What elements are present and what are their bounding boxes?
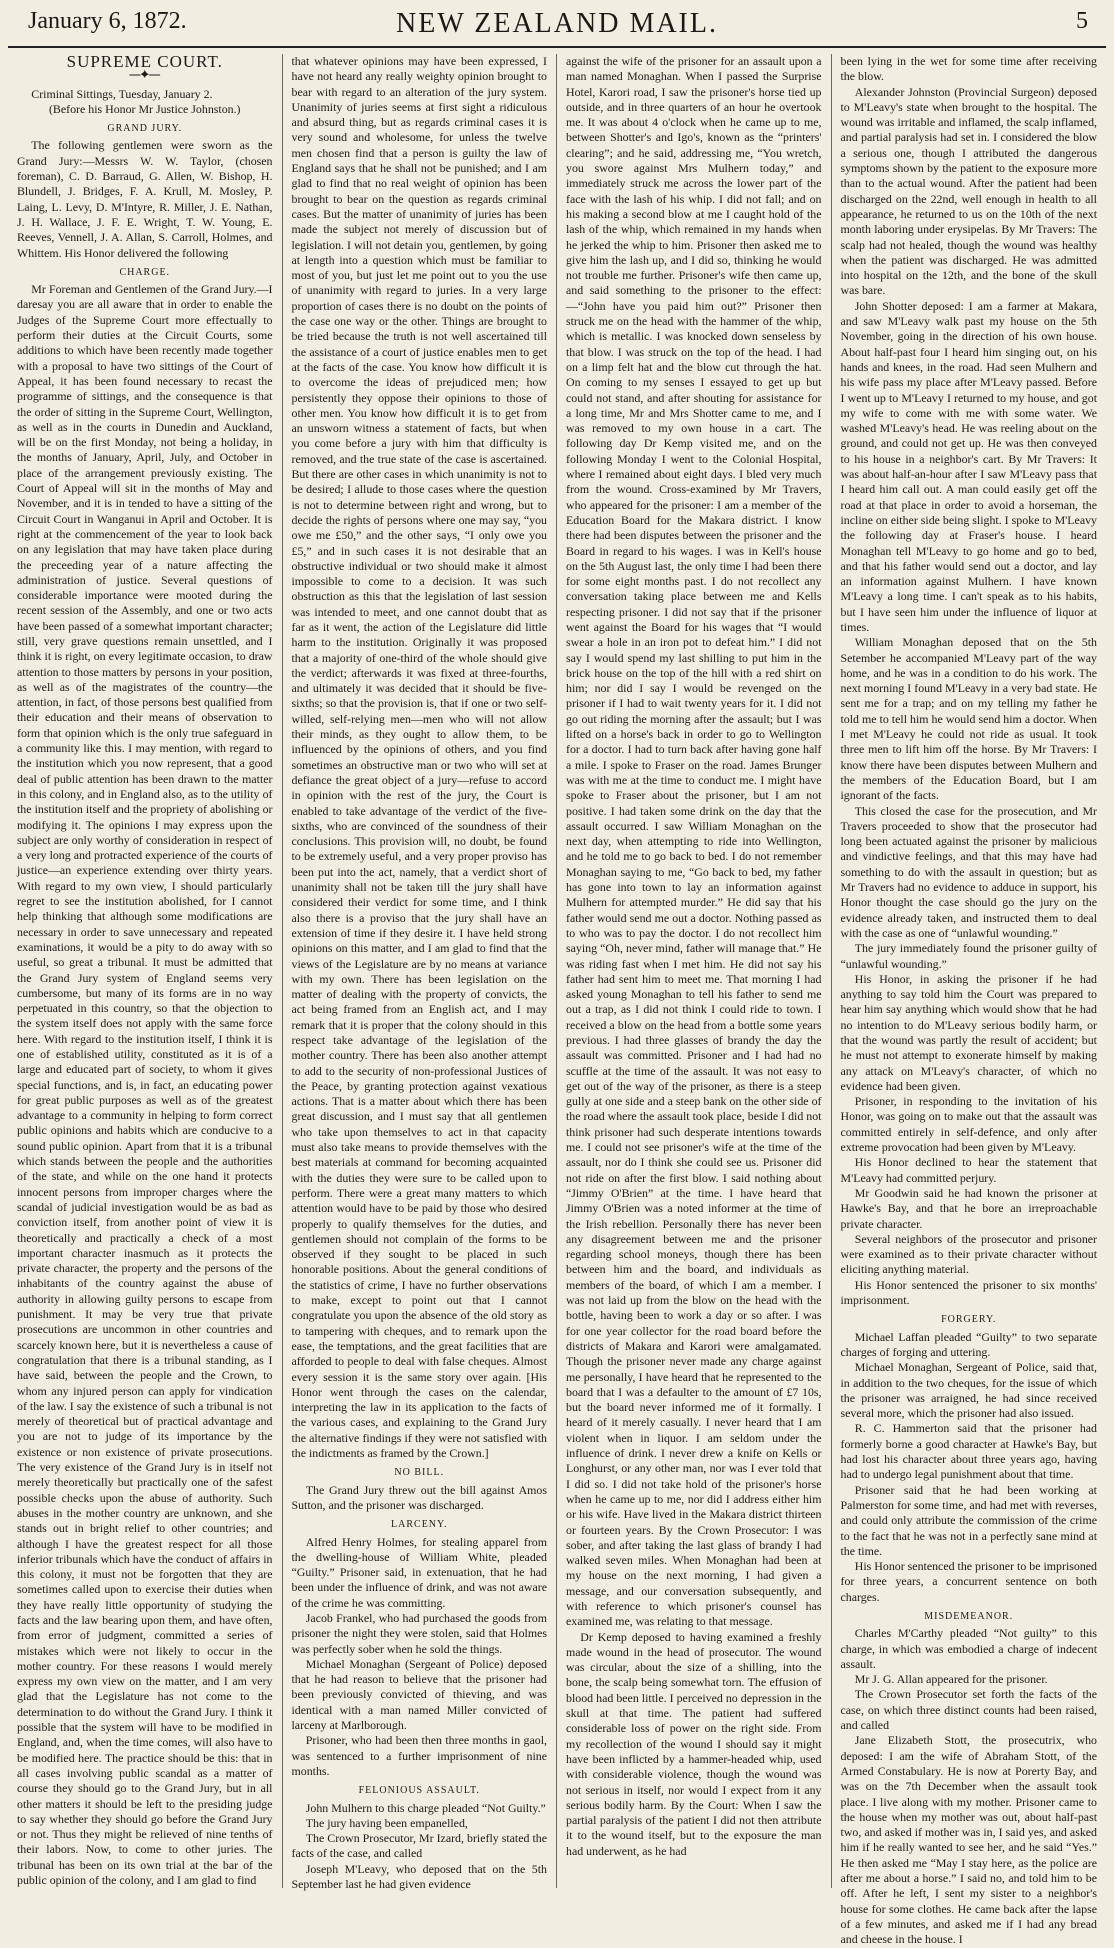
paragraph: Several neighbors of the prosecutor and prisoner were examined as to their private character without eliciting anything material.: [840, 1231, 1097, 1277]
issue-date: January 6, 1872.: [28, 8, 187, 34]
paragraph: been lying in the wet for some time after receiving the blow.: [840, 54, 1097, 84]
paragraph: William Monaghan deposed that on the 5th Setember he accompanied M'Leavy part of the way home, and he was in a condition to do his work. The next morning I found M'Leavy in a very bad state. He sent me for a trap; and on my telling my father he told me to tell him he would send him a doctor. When I met M'Leavy he could not ride as usual. It took three men to lift him off the horse. By Mr Travers: I know there have been disputes between Mulhern and the members of the Education Board, but I am ignorant of the facts.: [840, 635, 1097, 803]
paragraph: that whatever opinions may have been expressed, I have not heard any really weighty opinion brought to bear with regard to an alteration of the jury system. Unanimity of juries seems at first sight a ridiculous and absurd thing, but as regards criminal cases it is very sound and wholesome, for unless the twelve men chosen find that a person is guilty the law of England says that he shall not be punished; and I am glad to find that no real weight of opinion has been brought to bear on the question as regards criminal cases. But the matter of unanimity of juries has been made the subject not merely of discussion but of legislation. I will not detain you, gentlemen, by going at length into a question which must be familiar to most of you, but just let me point out to you the use of unanimity with regard to juries. In a very large proportion of cases there is no doubt on the points of the case one way or the other. Things are brought to be tried because the truth is not well ascertained till the assistance of a court of justice enables men to get at the facts of the case. You know how difficult it is to overcome the ideas of prejudiced men; how persistently they oppose their opinions to those of other men. You know how difficult it is to get from an unsworn witness a statement of facts, but when you come before a jury with him that difficulty is removed, and the true state of the case is ascertained. But there are other cases in which unanimity is not to be desired; I allude to those cases where the question is not to determine between right and wrong, but to decide the rights of persons where one may say, “you owe me £50,” and the other says, “I only owe you £5,” and in such cases it is not desirable that an obstructive individual or two should make it almost impossible to come to a decision. It was such obstruction as this that the legislation of last session was intended to meet, and one cannot doubt that as far as it went, the action of the Legislature did little harm to the institution. Originally it was proposed that a majority of one-third of the whole should give the verdict; afterwards it was fixed at three-fourths, and ultimately it was decided that it should be five-sixths; so that the provision is, that if one or two self-willed, self-relying men—men who will not allow their minds, as they ought to allow them, to be influenced by the opinions of others, and you find sometimes an obstructive man or two who will set at defiance the great object of a jury—refuse to accord in opinion with the rest of the jury, the Court is enabled to take advantage of the verdict of the five-sixths, who are convinced of the soundness of their conclusions. This provision will, no doubt, be found to be extremely useful, and a very proper proviso has been put into the act, namely, that a verdict short of unanimity shall not be taken till the jury shall have considered their verdict for some time, and I think also there is a proviso that the jury shall have an extension of time if they desire it. I have held strong opinions on this matter, and I am glad to find that the views of the Legislature are by no means at variance with my own. There has been legislation on the matter of dealing with the property of convicts, the act being framed from an English act, and I may remark that it is proper that the colony should in this respect take advantage of the legislation of the mother country. There has been also another attempt to add to the security of non-professional Justices of the Peace, by granting protection against vexatious actions. That is a matter about which there has been great discussion, and I must say that all gentlemen who take upon themselves to act in that capacity must also take means to provide themselves with the best materials at command for becoming acquainted with the duties they were sure to be called upon to perform. There were a great many matters to which attention would have to be paid by those who desired properly to qualify themselves for the duties, and gentlemen should not complain of the forms to be observed if they sought to be placed in such honorable positions. About the general conditions of the statistics of crime, I have no further observations to make, except to point out that I cannot congratulate you upon the absence of the old story as to tampering with cheques, and to remark upon the ease, the temptations, and the great facilities that are afforded to people to deal with false cheques. Almost every session it is the same story over again. [His Honor went through the cases on the calendar, interpreting the law in its application to the facts of the various cases, and explaining to the Grand Jury the alternative findings if they were not satisfied with the indictments as framed by the Crown.]: [291, 54, 547, 1461]
paragraph: Mr Goodwin said he had known the prisoner at Hawke's Bay, and that he bore an irreproachable private character.: [840, 1185, 1097, 1231]
paragraph: Prisoner, in responding to the invitation of his Honor, was going on to make out that the assault was committed entirely in self-defence, and only after extreme provocation had been given by M'Leavy.: [840, 1094, 1097, 1155]
paragraph: Alfred Henry Holmes, for stealing apparel from the dwelling-house of William White, pleaded “Guilty.” Prisoner said, in extenuation, that he had been under the influence of drink, and was not aware of the crime he was committing.: [291, 1534, 547, 1610]
paragraph: Michael Monaghan, Sergeant of Police, said that, in addition to the two cheques, for the issue of which the prisoner was arraigned, he had since received several more, which the prisoner had also issued.: [840, 1360, 1097, 1421]
paragraph: against the wife of the prisoner for an assault upon a man named Monaghan. When I passed the Surprise Hotel, Karori road, I saw the prisoner's horse tied up outside, and in three quarters of an hour he overtook me. It was about 4 o'clock when he came up to me, between Shotter's and Igo's, known as the “printers' clearing”; and he said, addressing me, “You wretch, you swore against Mrs Mulhern today,” and immediately struck me across the lower part of the face with the lash of his whip. I did not fall; and on his making a second blow at me I caught hold of the lash of the whip, which remained in my hands when he jerked the whip to him. Prisoner then asked me to give him the lash up, and I did so, thinking he would not trouble me further. Prisoner's wife then came up, and said something to the prisoner to the effect:—“John have you paid him out?” Prisoner then struck me on the head with the hammer of the whip, which is metallic. I was knocked down senseless by that blow. I was struck on the top of the head. I had on a limp felt hat and the blow cut through the hat. On coming to my senses I essayed to get up but could not stand, and after shouting for assistance for a long time, Mr and Mrs Shotter came to me, and I was removed to my own house in a cart. The following day Dr Kemp visited me, and on the following Monday I went to the Colonial Hospital, where I remained about eight days. I bled very much from the wound. Cross-examined by Mr Travers, who appeared for the prisoner: I am a member of the Education Board for the Makara district. I know there had been disputes between the prisoner and the Board in regard to his wages. I was in Kell's house on the 5th August last, the only time I had been there for some eight months past. I do not recollect any conversation taking place between me and Kells respecting prisoner. I did not say that if the prisoner went against the Board for his wages that “I would swear a hole in an iron pot to defeat him.” I did not say I would spend my last shilling to put him in the brick house on the top of the hill with a red shirt on him; nor did I say I would be revenged on the prisoner if I had to wait twenty years for it. I did not go out riding the morning after the assault; but I was lifted on a horse's back in order to go to Wellington for a doctor. I had to turn back after having gone half a mile. I spoke to Fraser on the road. James Brunger was with me at the time to conduct me. I might have spoke to Fraser about the prisoner, but I am not positive. I had taken some drink on the day that the assault occurred. I saw William Monaghan on the next day, when attempting to ride into Wellington, and he told me to go back to bed. I do not remember Monaghan saying to me, “Go back to bed, my father has gone into town to lay an information against Mulhern for attempted murder.” He did say that his father would send me out a doctor. Nothing passed as to who was to pay the doctor. I do not recollect him saying “Oh, never mind, father will manage that.” He was riding fast when I met him. He did not say his father had sent him to meet me. That morning I had asked young Monaghan to tell his father to send me out a trap, as I did not think I could ride to town. I received a blow on the head from a bottle some years previous. I had three glasses of brandy the day the assault was committed. Prisoner and I had had no scuffle at the time of the assault. It was not easy to get out of the way of the prisoner, as there is a steep gully at one side and a steep bank on the other side of the road where the assault took place, beside I did not think prisoner had such desperate intentions towards me. I could not see prisoner's wife at the time of the assault, nor do I think she could see us. Prisoner did not ride on after the first blow. I said nothing about “Jimmy O'Brien” at the time. I have heard that Jimmy O'Brien was a noted informer at the time of the Irish rebellion. Personally there has never been any disagreement between me and the prisoner regarding school moneys, though there has been between him and the board, and individuals as members of the board, of which I am a member. I was not laid up from the blow on the head with the bottle, having been to work a day or so after. I was for one year collector for the road board before the districts of Makara and Karori were amalgamated. Though the prisoner never made any charge against me personally, I have heard that he represented to the board that I was a defaulter to the amount of £7 10s, but the board never informed me of it formally. I heard of it merely casually. I never heard that I am violent when in liquor. I am seldom under the influence of drink. I never drew a knife on Kells or Longhurst, or any other man, nor was I ever told that I did so. I did not take hold of the prisoner's horse when he came up to me, nor did I address either him or his wife. Have lived in the Makara district thirteen or fourteen years. By the Crown Prosecutor: I was sober, and after taking the last glass of brandy I had walked seven miles. When Monaghan had been at my house on the next morning, I had given a message, and our conversation subsequently, and with reference to which prisoner's counsel has examined me, was relating to that message.: [566, 54, 822, 1629]
sittings-line: Criminal Sittings, Tuesday, January 2.: [31, 86, 213, 101]
paragraph: Charles M'Carthy pleaded “Not guilty” to this charge, in which was embodied a charge of indecent assault.: [840, 1626, 1097, 1671]
paragraph: Jane Elizabeth Stott, the prosecutrix, who deposed: I am the wife of Abraham Stott, of the Armed Constabulary. He is now at Porerty Bay, and was on the 7th December when the assault took place. I live along with my mother. Prisoner came to the house when my mother was out, about half-past two, and asked if mother was in, I said yes, and asked him if he really wanted to see her, and he said “Yes.” He then asked me “May I stay here, as the police are after me about a horse.” I said no, and told him to be off. After he left, I sent my sister to a neighbor's house for some clothes. He came back after the lapse of a few minutes, and asked me if I had any bread and cheese in the house. I: [840, 1733, 1097, 1947]
subhead-forgery: FORGERY.: [941, 1314, 997, 1326]
article-columns: [8, 52, 1106, 1947]
page-number: 5: [1076, 8, 1088, 34]
masthead: [10, 6, 1104, 46]
paragraph: Michael Monaghan (Sergeant of Police) deposed that he had reason to believe that the prisoner had been previously convicted of thieving, and was identical with a man named Miller convicted of larceny at Marlborough.: [291, 1656, 547, 1733]
subhead-misdemeanor: MISDEMEANOR.: [924, 1610, 1014, 1622]
column-1: [8, 54, 283, 1888]
paragraph: The Crown Prosecutor set forth the facts of the case, on which three distinct counts had been raised, and called: [840, 1687, 1097, 1733]
paragraph: His Honor, in asking the prisoner if he had anything to say told him the Court was prepared to hear him say anything which would show that he had no intention to do M'Leavy serious bodily harm, or that the wound was partly the result of accident; but he must not attempt to exonerate himself by making any attack on M'Leavy's character, of which no evidence had been given.: [840, 971, 1097, 1093]
paragraph: Jacob Frankel, who had purchased the goods from prisoner the night they were stolen, said that Holmes was perfectly sober when he sold the things.: [291, 1610, 547, 1656]
paragraph: His Honor sentenced the prisoner to six months' imprisonment.: [840, 1277, 1097, 1308]
paragraph: Prisoner said that he had been working at Palmerston for some time, and had met with reverses, and could only attribute the commission of the crime to the fact that he was not in a perfectly sane mind at the time.: [840, 1482, 1097, 1558]
column-3: [557, 54, 832, 1888]
paragraph: The Grand Jury threw out the bill against Amos Sutton, and the prisoner was discharged.: [291, 1482, 547, 1512]
ornament-divider: ⎯⎯✦⎯⎯: [129, 69, 161, 82]
paragraph: His Honor sentenced the prisoner to be imprisoned for three years, a concurrent sentence on both charges.: [840, 1559, 1097, 1604]
paragraph: The following gentlemen were sworn as the Grand Jury:—Messrs W. W. Taylor, (chosen foreman), C. D. Barraud, G. Allen, W. Bishop, H. Blundell, J. Bridges, F. A. Krull, M. Mosley, P. Laing, L. Levy, D. M'Intyre, R. Miller, J. E. Nathan, J. H. Wallace, J. F. E. Wright, T. W. Young, E. Reeves, Vennell, J. A. Allan, S. Carroll, Holmes, and Whittem. His Honor delivered the following: [17, 138, 273, 260]
paragraph: John Mulhern to this charge pleaded “Not Guilty.”: [305, 1800, 546, 1815]
section-title: SUPREME COURT.: [66, 52, 223, 71]
subhead-no-bill: NO BILL.: [394, 1467, 445, 1479]
newspaper-title: NEW ZEALAND MAIL.: [396, 8, 718, 39]
paragraph: His Honor declined to hear the statement that M'Leavy had committed perjury.: [840, 1155, 1097, 1185]
paragraph: The jury immediately found the prisoner guilty of “unlawful wounding.”: [840, 941, 1097, 971]
paragraph: Alexander Johnston (Provincial Surgeon) deposed to M'Leavy's state when brought to the hospital. The wound was irritable and inflamed, the scalp inflamed, and partial paralysis had set in. I considered the blow a serious one, though I attributed the dangerous symptoms shown by the patient to the exposure more than to the actual wound. After the patient had been discharged on the 22nd, well enough in health to all appearance, he returned to us on the 10th of the next month laboring under erysipelas. By Mr Travers: The scalp had not healed, though the wound was healthy when the patient was discharged. He was admitted into hospital on the 12th, and the bone of the skull was bare.: [840, 84, 1097, 298]
paragraph: This closed the case for the prosecution, and Mr Travers proceeded to show that the prosecutor had long been actuated against the prisoner by malicious and vindictive feelings, and that this may have had something to do with the assault in question; but as Mr Travers had no evidence to adduce in support, his Honor thought the case should go the jury on the evidence already taken, and instructed them to deal with the case as one of “unlawful wounding.”: [840, 803, 1097, 940]
paragraph: Prisoner, who had been then three months in gaol, was sentenced to a further imprisonment of nine months.: [291, 1733, 547, 1778]
paragraph: The Crown Prosecutor, Mr Izard, briefly stated the facts of the case, and called: [291, 1831, 547, 1861]
paragraph: John Shotter deposed: I am a farmer at Makara, and saw M'Leavy walk past my house on the 5th November, going in the direction of his own house. About half-past four I heard him singing out, on his hands and knees, in the road. Had seen Mulhern and his wife pass my place after M'Leavy passed. Before I went up to M'Leavy I returned to my house, and got my wife to come with me with some water. We washed M'Leavy's head. He was reeling about on the ground, and could not get up. He was then conveyed to his house in a neighbor's cart. By Mr Travers: It was about half-an-hour after I saw M'Leavy pass that I heard him call out. A man could easily get off the road at that place in order to avoid a horseman, the incline on either side being slight. I spoke to M'Leavy the following day at Fraser's house. I heard Monaghan tell M'Leavy to go home and go to bed, and that his father would send out a doctor, and lay an information against Mulhern. I have known M'Leavy a long time. I can't speak as to his habits, but I have seen him under the influence of liquor at times.: [840, 298, 1097, 634]
paragraph: Dr Kemp deposed to having examined a freshly made wound in the head of prosecutor. The wound was circular, about the size of a shilling, into the bone, the scalp being somewhat torn. The effusion of blood had been little. I perceived no depression in the skull at that time. The patient had suffered considerable loss of power on the right side. From my recollection of the wound I should say it might have been inflicted by a hammer-headed whip, used with considerable violence, though the wound was not serious in itself, nor would I expect from it any serious bodily harm. By the Court: When I saw the partial paralysis of the patient I did not then attribute it to the wound itself, but to the exposure the man had underwent, as he had: [566, 1629, 822, 1858]
column-2: [283, 54, 558, 1892]
subhead-grand-jury: GRAND JURY.: [107, 123, 183, 135]
paragraph: Mr J. G. Allan appeared for the prisoner.: [854, 1672, 1048, 1687]
paragraph: Michael Laffan pleaded “Guilty” to two separate charges of forging and uttering.: [840, 1329, 1097, 1359]
column-4: [832, 54, 1107, 1947]
judge-line: (Before his Honor Mr Justice Johnston.): [48, 101, 241, 116]
subhead-charge: CHARGE.: [119, 266, 171, 278]
paragraph: Joseph M'Leavy, who deposed that on the 5th September last he had given evidence: [291, 1861, 547, 1892]
masthead-rule: [8, 46, 1106, 48]
subhead-larceny: LARCENY.: [391, 1519, 448, 1531]
paragraph: R. C. Hammerton said that the prisoner had formerly borne a good character at Hawke's Bay, but had lost his character about three years ago, having had to undergo legal punishment about that time.: [840, 1421, 1097, 1482]
subhead-felonious-assault: FELONIOUS ASSAULT.: [358, 1785, 480, 1797]
paragraph: The jury having been empanelled,: [305, 1815, 468, 1830]
paragraph: Mr Foreman and Gentlemen of the Grand Jury.—I daresay you are all aware that in order to enable the Judges of the Supreme Court more effectually to perform their duties at the Circuit Courts, some additions to which have been recently made together with a proposal to have two sittings of the Court of Appeal, it has been found necessary to recast the programme of sittings, and the consequence is that the order of sitting in the Supreme Court, Wellington, as well as in the courts in Dunedin and Auckland, will be on the first Monday, not being a holiday, in the months of January, April, July, and October in place of the arrangement previously existing. The Court of Appeal will sit in the months of May and November, and it is in tended to have a sitting of the Circuit Court in Wanganui in April and October. It is right at the commencement of the year to look back on any legislation that may have taken place during the preceeding year of a nature affecting the administration of justice. Several questions of considerable importance were mooted during the recent session of the Assembly, and one or two acts have been passed of a somewhat important character; still, very grave questions remain unsettled, and I think it is right, on every legitimate occasion, to draw attention to those matters by persons in your position, as well as of the magistrates of the country—the attention, in fact, of those persons best qualified from their education and their means of observation to form that opinion which is the only true safeguard in a community like this. I may mention, with regard to the institution which you now represent, that a good deal of public attention has been drawn to the matter in this colony, and in England also, as to the utility of the institution itself and the propriety of abolishing or modifying it. The opinions I may express upon the subject are only worthy of consideration in respect of a very long and protracted experience of the courts of justice—an experience extending over thirty years. With regard to my own view, I should particularly regret to see the institution abolished, for I cannot help thinking that although some modifications are necessary in order to save unnecessary and repeated examinations, it would be a pity to do away with so useful, so great a tribunal. It must be admitted that the Grand Jury system of England seems very cumbersome, but many of its forms are in no way perpetuated in this country, so that the objection to the system itself does not apply with the same force here. With regard to the institution itself, I think it is one of established utility, constituted as it is of a large and educated part of society, to whom it gives special functions, and is, in fact, an educating power for great public purposes as well as of the greatest advantage to a community in helping to form correct public opinions and habits which are conducive to a sound public opinion. Apart from that it is a tribunal which stands between the people and the authorities of the state, and while on the one hand it protects innocent persons from improper charges where the scandal of judicial investigation would be as bad as conviction itself, from another point of view it is theoretically and practically a check of a most important character inasmuch as it protects the private character, the property and the persons of the inhabitants of the country against the abuse of authority in allowing guilty persons to escape from punishment. It may be very true that private prosecutions are uncommon in other countries and scarcely known here, but it is nevertheless a cause of congratulation that there is a tribunal standing, as I have said, between the people and the Crown, to whom any injured person can apply for vindication of the law. I say the existence of such a tribunal is not merely of theoretical but of practical advantage and you are not to judge of its importance by the existence or non existence of private prosecutions. The very existence of the Grand Jury is in itself not merely theoretically but practically one of the safest possible checks upon the abuse of authority. Such abuses in the mother country are unknown, and she stands out in bright relief to other countries; and although I have the greatest respect for all those inferior tribunals which have the conduct of affairs in this colony, it must not be forgotten that they are sometimes called upon to exercise their duties when they have really little opportunity of studying the facts and the law bearing upon them, and have often, from error of judgment, committed a series of mistakes which were not likely to occur in the mother country. For these reasons I would merely express my own view on the matter, and I am very glad that the Legislature has not come to the determination to do without the Grand Jury. I think it possible that the system will have to be modified in England, and, when the time comes, will also have to be modified here. The practice should be this: that in all cases involving public scandal as a matter of course they should go to the Grand Jury, but in all other matters it should be left to the presiding judge to say whether they should go before the Grand Jury or not. Thus they might be relieved of nine tenths of their labors. Now, to come to other juries. The tribunal has been on its own trial at the bar of the public opinion of the colony, and I am glad to find: [17, 282, 273, 1888]
